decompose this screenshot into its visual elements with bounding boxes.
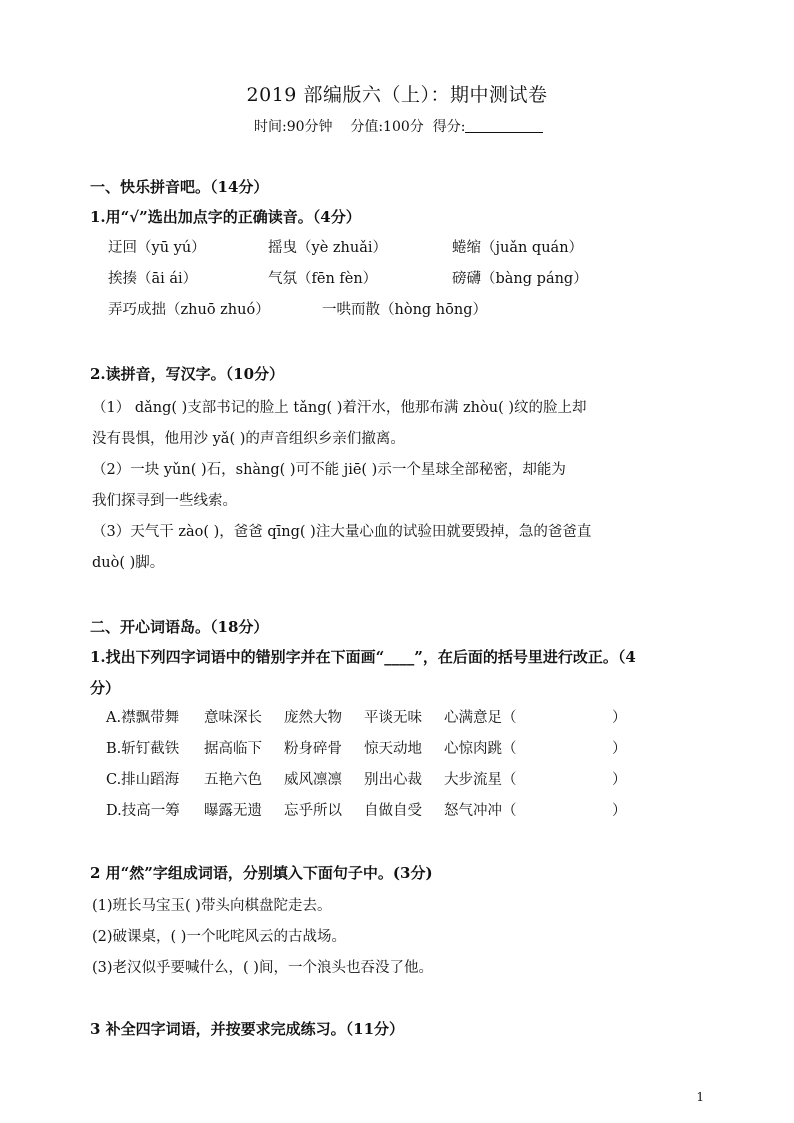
question-1-title: 1.用“√”选出加点字的正确读音。（4分） bbox=[90, 208, 361, 226]
word-option[interactable]: 粉身碎骨 bbox=[284, 741, 342, 757]
text-line: duò( )脚。 bbox=[92, 555, 165, 571]
word-option[interactable]: B.斩钉截铁 bbox=[106, 741, 180, 757]
text-line: （1） dǎng( )支部书记的脸上 tǎng( )着汗水，他那布满 zhòu( )纹的脸上却 bbox=[92, 400, 587, 416]
pinyin-choice[interactable]: 磅礴（bàng páng） bbox=[452, 271, 588, 287]
exam-meta bbox=[254, 116, 543, 136]
question-1-title: 1.找出下列四字词语中的错别字并在下面画“____”，在后面的括号里进行改正。（4 bbox=[90, 648, 636, 666]
word-option[interactable]: 五艳六色 bbox=[204, 772, 262, 788]
page-title: 2019 部编版六（上）：期中测试卷 bbox=[246, 84, 548, 106]
pinyin-choice[interactable]: 蜷缩（juǎn quán） bbox=[452, 240, 584, 256]
pinyin-choice[interactable]: 弄巧成拙（zhuō zhuó） bbox=[108, 302, 270, 318]
answer-bracket-close: ） bbox=[612, 803, 627, 819]
question-2-title: 2.读拼音，写汉字。（10分） bbox=[90, 365, 285, 383]
text-line: (3)老汉似乎要喊什么，( )间，一个浪头也吞没了他。 bbox=[92, 960, 433, 976]
text-line: 我们探寻到一些线索。 bbox=[92, 493, 237, 509]
pinyin-choice[interactable]: 气氛（fēn fèn） bbox=[268, 271, 378, 287]
text-line: (1)班长马宝玉( )带头向棋盘陀走去。 bbox=[92, 898, 332, 914]
section-1-heading: 一、快乐拼音吧。（14分） bbox=[90, 178, 269, 196]
word-option[interactable]: A.襟飘带舞 bbox=[106, 710, 180, 726]
word-option[interactable]: 据高临下 bbox=[204, 741, 262, 757]
answer-bracket-close: ） bbox=[612, 741, 627, 757]
pinyin-choice[interactable]: 挨揍（āi ái） bbox=[108, 271, 198, 287]
exam-score: 分值:100分 bbox=[350, 119, 424, 135]
answer-bracket-close: ） bbox=[612, 772, 627, 788]
text-line: (2)破课桌，( )一个叱咤风云的古战场。 bbox=[92, 929, 346, 945]
pinyin-choice[interactable]: 摇曳（yè zhuǎi） bbox=[268, 240, 387, 256]
text-line: （2）一块 yǔn( )石，shàng( )可不能 jiē( )示一个星球全部秘密，却能为 bbox=[92, 462, 566, 478]
word-option[interactable]: 惊天动地 bbox=[364, 741, 422, 757]
page-number: 1 bbox=[696, 1090, 704, 1104]
word-option[interactable]: 威风凛凛 bbox=[284, 772, 342, 788]
word-option[interactable]: 心满意足（ bbox=[444, 710, 517, 726]
pinyin-choice[interactable]: 迂回（yū yú） bbox=[108, 240, 206, 256]
word-option[interactable]: 庞然大物 bbox=[284, 710, 342, 726]
section-2-heading: 二、开心词语岛。（18分） bbox=[90, 618, 269, 636]
answer-bracket-close: ） bbox=[612, 710, 627, 726]
word-option[interactable]: 大步流星（ bbox=[444, 772, 517, 788]
word-option[interactable]: C.排山蹈海 bbox=[106, 772, 180, 788]
question-3-title: 3 补全四字词语，并按要求完成练习。（11分） bbox=[90, 1020, 405, 1038]
exam-gain-label: 得分: bbox=[432, 119, 466, 135]
pinyin-choice[interactable]: 一哄而散（hòng hōng） bbox=[322, 302, 487, 318]
question-2-title: 2 用“然”字组成词语，分别填入下面句子中。(3分) bbox=[90, 864, 433, 882]
word-option[interactable]: 心惊肉跳（ bbox=[444, 741, 517, 757]
word-option[interactable]: 怒气冲冲（ bbox=[444, 803, 517, 819]
word-option[interactable]: 平谈无味 bbox=[364, 710, 422, 726]
word-option[interactable]: 自做自受 bbox=[364, 803, 422, 819]
question-1-title-cont: 分） bbox=[90, 679, 121, 697]
word-option[interactable]: 曝露无遗 bbox=[204, 803, 262, 819]
text-line: 没有畏惧，他用沙 yǎ( )的声音组织乡亲们撤离。 bbox=[92, 431, 405, 447]
word-option[interactable]: 意味深长 bbox=[204, 710, 262, 726]
word-option[interactable]: 别出心裁 bbox=[364, 772, 422, 788]
text-line: （3）天气干 zào( )，爸爸 qīng( )注大量心血的试验田就要毁掉，急的爸爸直 bbox=[92, 524, 592, 540]
word-option[interactable]: D.技高一筹 bbox=[106, 803, 180, 819]
word-option[interactable]: 忘乎所以 bbox=[284, 803, 342, 819]
score-blank[interactable] bbox=[465, 118, 543, 133]
exam-time: 时间:90分钟 bbox=[254, 119, 333, 135]
